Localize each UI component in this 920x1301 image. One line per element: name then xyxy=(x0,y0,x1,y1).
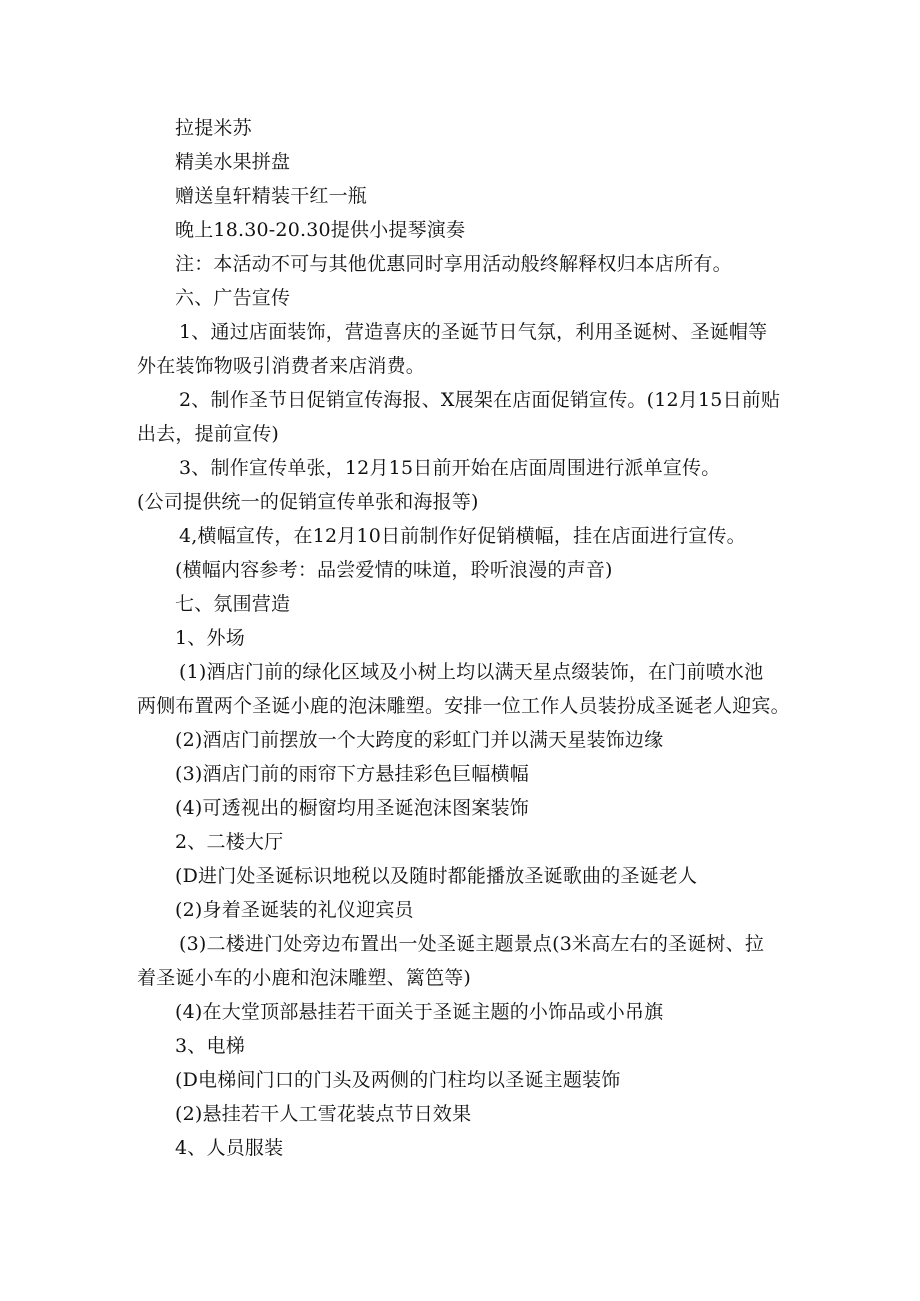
text-line: (1)酒店门前的绿化区域及小树上均以满天星点缀装饰，在门前喷水池 xyxy=(179,661,764,683)
text-line: 赠送皇轩精装干红一瓶 xyxy=(175,185,368,207)
text-line: (2)身着圣诞装的礼仪迎宾员 xyxy=(175,899,414,921)
section-heading: 六、广告宣传 xyxy=(175,287,291,309)
text-line: 出去，提前宣传) xyxy=(137,423,280,445)
text-line: 着圣诞小车的小鹿和泡沫雕塑、篱笆等) xyxy=(137,967,472,989)
text-line: 精美水果拼盘 xyxy=(175,151,291,173)
text-line: 两侧布置两个圣诞小鹿的泡沫雕塑。安排一位工作人员装扮成圣诞老人迎宾。 xyxy=(137,695,790,717)
text-line: 2、制作圣节日促销宣传海报、X展架在店面促销宣传。(12月15日前贴 xyxy=(179,389,781,411)
text-line: (3)二楼进门处旁边布置出一处圣诞主题景点(3米高左右的圣诞树、拉 xyxy=(179,933,765,955)
text-line: (3)酒店门前的雨帘下方悬挂彩色巨幅横幅 xyxy=(175,763,529,785)
text-line: 4,横幅宣传，在12月10日前制作好促销横幅，挂在店面进行宣传。 xyxy=(179,525,746,547)
text-line: 1、通过店面装饰，营造喜庆的圣诞节日气氛，利用圣诞树、圣诞帽等 xyxy=(179,321,768,343)
text-line: (D电梯间门口的门头及两侧的门柱均以圣诞主题装饰 xyxy=(175,1069,621,1091)
text-line: (D进门处圣诞标识地税以及随时都能播放圣诞歌曲的圣诞老人 xyxy=(175,865,698,887)
subsection-heading: 1、外场 xyxy=(175,627,245,649)
text-line: (横幅内容参考：品尝爱情的味道，聆听浪漫的声音) xyxy=(175,559,613,581)
text-line: 注：本活动不可与其他优惠同时享用活动般终解释权归本店所有。 xyxy=(175,253,732,275)
text-line: (公司提供统一的促销宣传单张和海报等) xyxy=(137,491,479,513)
subsection-heading: 4、人员服装 xyxy=(175,1137,284,1159)
text-line: (4)在大堂顶部悬挂若干面关于圣诞主题的小饰品或小吊旗 xyxy=(175,1001,664,1023)
document-body xyxy=(137,111,790,1165)
text-line: (4)可透视出的橱窗均用圣诞泡沫图案装饰 xyxy=(175,797,529,819)
subsection-heading: 2、二楼大厅 xyxy=(175,831,284,853)
text-line: (2)酒店门前摆放一个大跨度的彩虹门并以满天星装饰边缘 xyxy=(175,729,664,751)
section-heading: 七、氛围营造 xyxy=(175,593,291,615)
subsection-heading: 3、电梯 xyxy=(175,1035,245,1057)
text-line: 外在装饰物吸引消费者来店消费。 xyxy=(137,355,426,377)
text-line: 拉提米苏 xyxy=(175,117,252,139)
text-line: (2)悬挂若干人工雪花装点节日效果 xyxy=(175,1103,472,1125)
text-line: 晚上18.30-20.30提供小提琴演奏 xyxy=(175,219,466,241)
text-line: 3、制作宣传单张，12月15日前开始在店面周围进行派单宣传。 xyxy=(179,457,721,479)
